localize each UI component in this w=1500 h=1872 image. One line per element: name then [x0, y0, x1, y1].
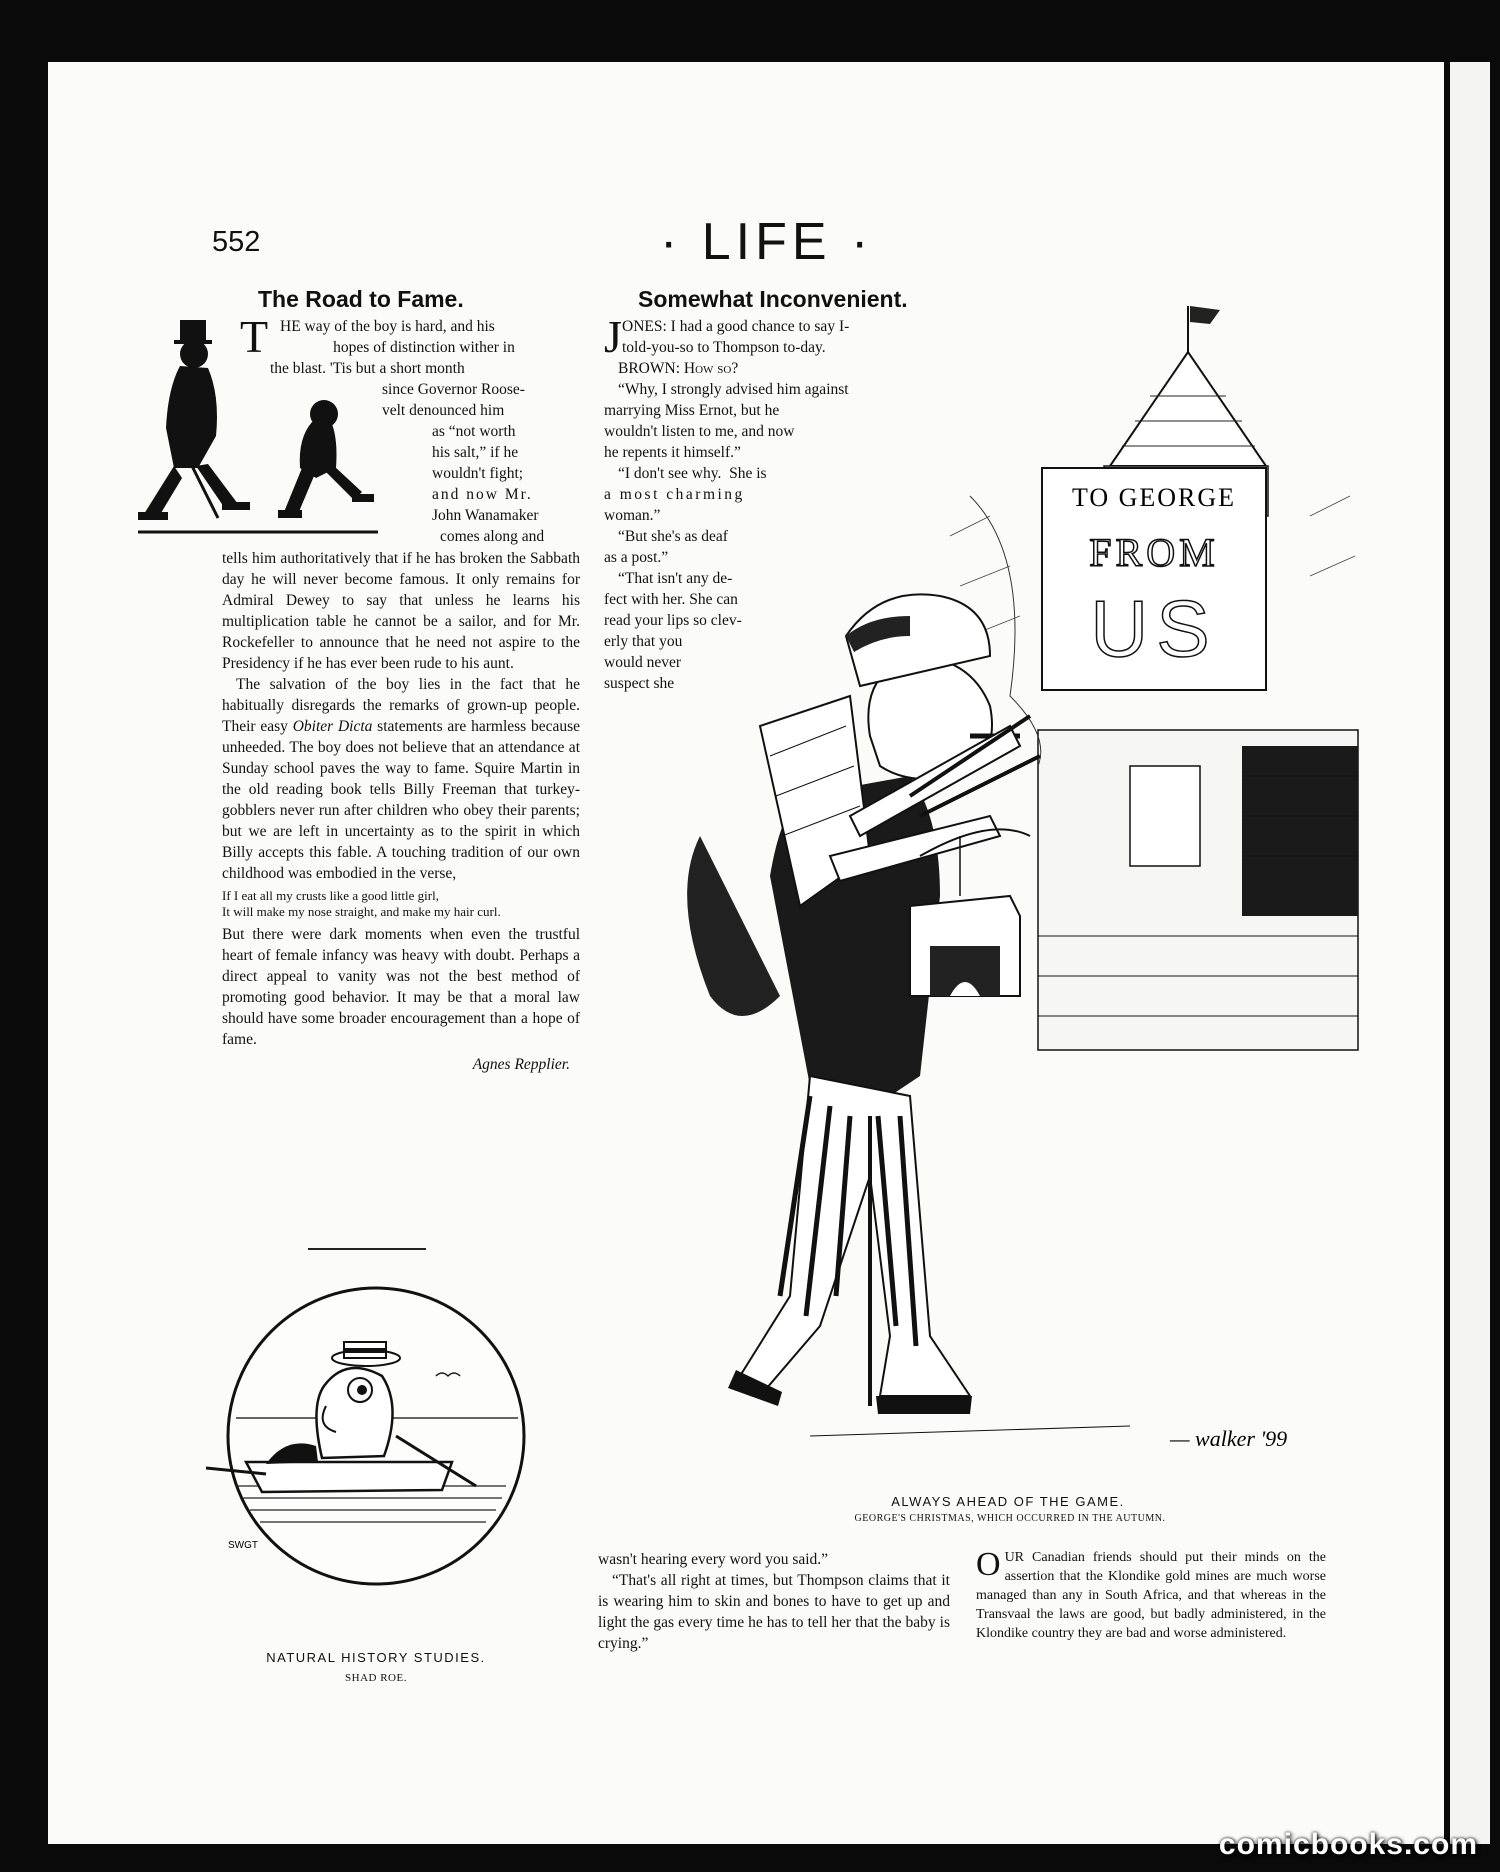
divider: [308, 1248, 426, 1250]
dialogue-line: BROWN: How so?: [618, 360, 739, 377]
page-number: 552: [212, 226, 261, 258]
main-cartoon-artist: — walker '99: [1170, 1426, 1288, 1451]
facing-page-edge: [1444, 62, 1500, 1872]
wrap-line: his salt,” if he: [432, 444, 519, 461]
main-cartoon-caption: ALWAYS AHEAD OF THE GAME.: [891, 1494, 1125, 1509]
main-cartoon-subcaption: GEORGE'S CHRISTMAS, WHICH OCCURRED IN THE AUTUMN.: [854, 1513, 1166, 1524]
dialogue-line: “That isn't any de-: [618, 570, 733, 587]
article2-continued: [598, 1549, 950, 1654]
wrap-line: the blast. 'Tis but a short month: [270, 360, 465, 377]
dialogue-line: wouldn't listen to me, and now: [604, 423, 795, 440]
dialogue-line: told-you-so to Thompson to-day.: [622, 339, 826, 356]
article3-text: UR Canadian friends should put their minds on the assertion that the Klondike gold mines are much worse managed than any in South Africa, and that whereas in the Transvaal the laws are good, but badly administered, in the Klondike country they are bad and worse administered.: [976, 1550, 1326, 1641]
article1-para1: tells him authoritatively that if he has broken the Sabbath day he will never become famous. It only remains for Admiral Dewey to say that unless he learns his multiplication table he cannot be a sailor, and for Mr. Rockefeller to announce that he need not aspire to the Presidency if he has ever been rude to his aunt.: [222, 550, 580, 672]
article-title-road-to-fame: The Road to Fame.: [258, 286, 464, 312]
wrap-line: comes along and: [440, 528, 545, 545]
dialogue-line: as a post.”: [604, 549, 669, 566]
watermark: comicbooks.com: [1218, 1828, 1478, 1861]
wrap-line: HE way of the boy is hard, and his: [280, 318, 495, 335]
dialogue-line: “I don't see why. She is: [618, 465, 767, 482]
dialogue-line: ONES: I had a good chance to say I-: [622, 318, 850, 335]
wrap-line: as “not worth: [432, 423, 516, 440]
continued-line: wasn't hearing every word you said.”: [598, 1551, 829, 1568]
dialogue-line: woman.”: [604, 507, 661, 524]
dropcap-j: J: [604, 311, 622, 362]
dialogue-line: he repents it himself.”: [604, 444, 741, 461]
dialogue-line: marrying Miss Ernot, but he: [604, 402, 780, 419]
wrap-line: John Wanamaker: [432, 507, 539, 524]
dialogue-line: fect with her. She can: [604, 591, 738, 608]
article-title-somewhat-inconvenient: Somewhat Inconvenient.: [638, 286, 908, 312]
dialogue-line: “Why, I strongly advised him against: [618, 381, 849, 398]
dialogue-line: a most charming: [604, 486, 745, 503]
sign-line-2: FROM: [1089, 530, 1219, 575]
verse-line-2: It will make my nose straight, and make my hair curl.: [222, 904, 501, 919]
george-christmas-cartoon: [610, 296, 1370, 1482]
wrap-line: velt denounced him: [382, 402, 505, 419]
masthead: · LIFE ·: [660, 213, 874, 271]
article1-para2: The salvation of the boy lies in the fact that he habitually disregards the remarks of grown-up people. Their easy Obiter Dicta statements are harmless because unheeded. The boy does not believe that an attendance at Sunday school paves the way to fame. Squire Martin in the old reading book tells Billy Freeman that turkey-gobblers never run after children who obey their parents; but we are left in uncertainty as to the spirit in which Billy accepts this fable. A touching tradition of our own childhood was embodied in the verse,: [222, 676, 581, 882]
article1-wrap-lines: [240, 311, 568, 547]
wrap-line: since Governor Roose-: [382, 381, 525, 398]
wrap-line: hopes of distinction wither in: [333, 339, 515, 356]
article3: [976, 1548, 1326, 1643]
small-cartoon-subcaption: SHAD ROE.: [345, 1672, 407, 1684]
wrap-line: wouldn't fight;: [432, 465, 524, 482]
dialogue-line: “But she's as deaf: [618, 528, 728, 545]
wrap-line: and now Mr.: [432, 486, 533, 503]
shad-roe-cartoon: [206, 1286, 556, 1606]
dropcap-t: T: [240, 311, 269, 362]
verse-line-1: If I eat all my crusts like a good little girl,: [222, 888, 439, 903]
dialogue-line: erly that you: [604, 633, 683, 650]
sign-line-3: US: [1090, 584, 1218, 673]
dialogue-line: would never: [604, 654, 682, 671]
small-cartoon-artist: SWGT: [228, 1540, 258, 1551]
dialogue-line: read your lips so clev-: [604, 612, 742, 629]
italic-phrase: Obiter Dicta: [292, 718, 373, 735]
article1-para3: But there were dark moments when even the trustful heart of female infancy was heavy with doubt. Perhaps a direct appeal to vanity was not the best method of promoting good behavior. It may be that a moral law should have some broader encouragement than a hope of fame.: [222, 926, 580, 1048]
article1-body: [222, 548, 580, 1075]
dialogue-line: suspect she: [604, 675, 675, 692]
signature: Agnes Repplier.: [472, 1056, 570, 1073]
dropcap-o: O: [976, 1546, 1001, 1583]
sign-line-1: TO GEORGE: [1071, 483, 1237, 512]
article2-last-para: “That's all right at times, but Thompson claims that it is wearing him to skin and bones to have to get up and light the gas every time he has to tell her that the baby is crying.”: [598, 1572, 950, 1652]
small-cartoon-caption: NATURAL HISTORY STUDIES.: [266, 1650, 486, 1665]
